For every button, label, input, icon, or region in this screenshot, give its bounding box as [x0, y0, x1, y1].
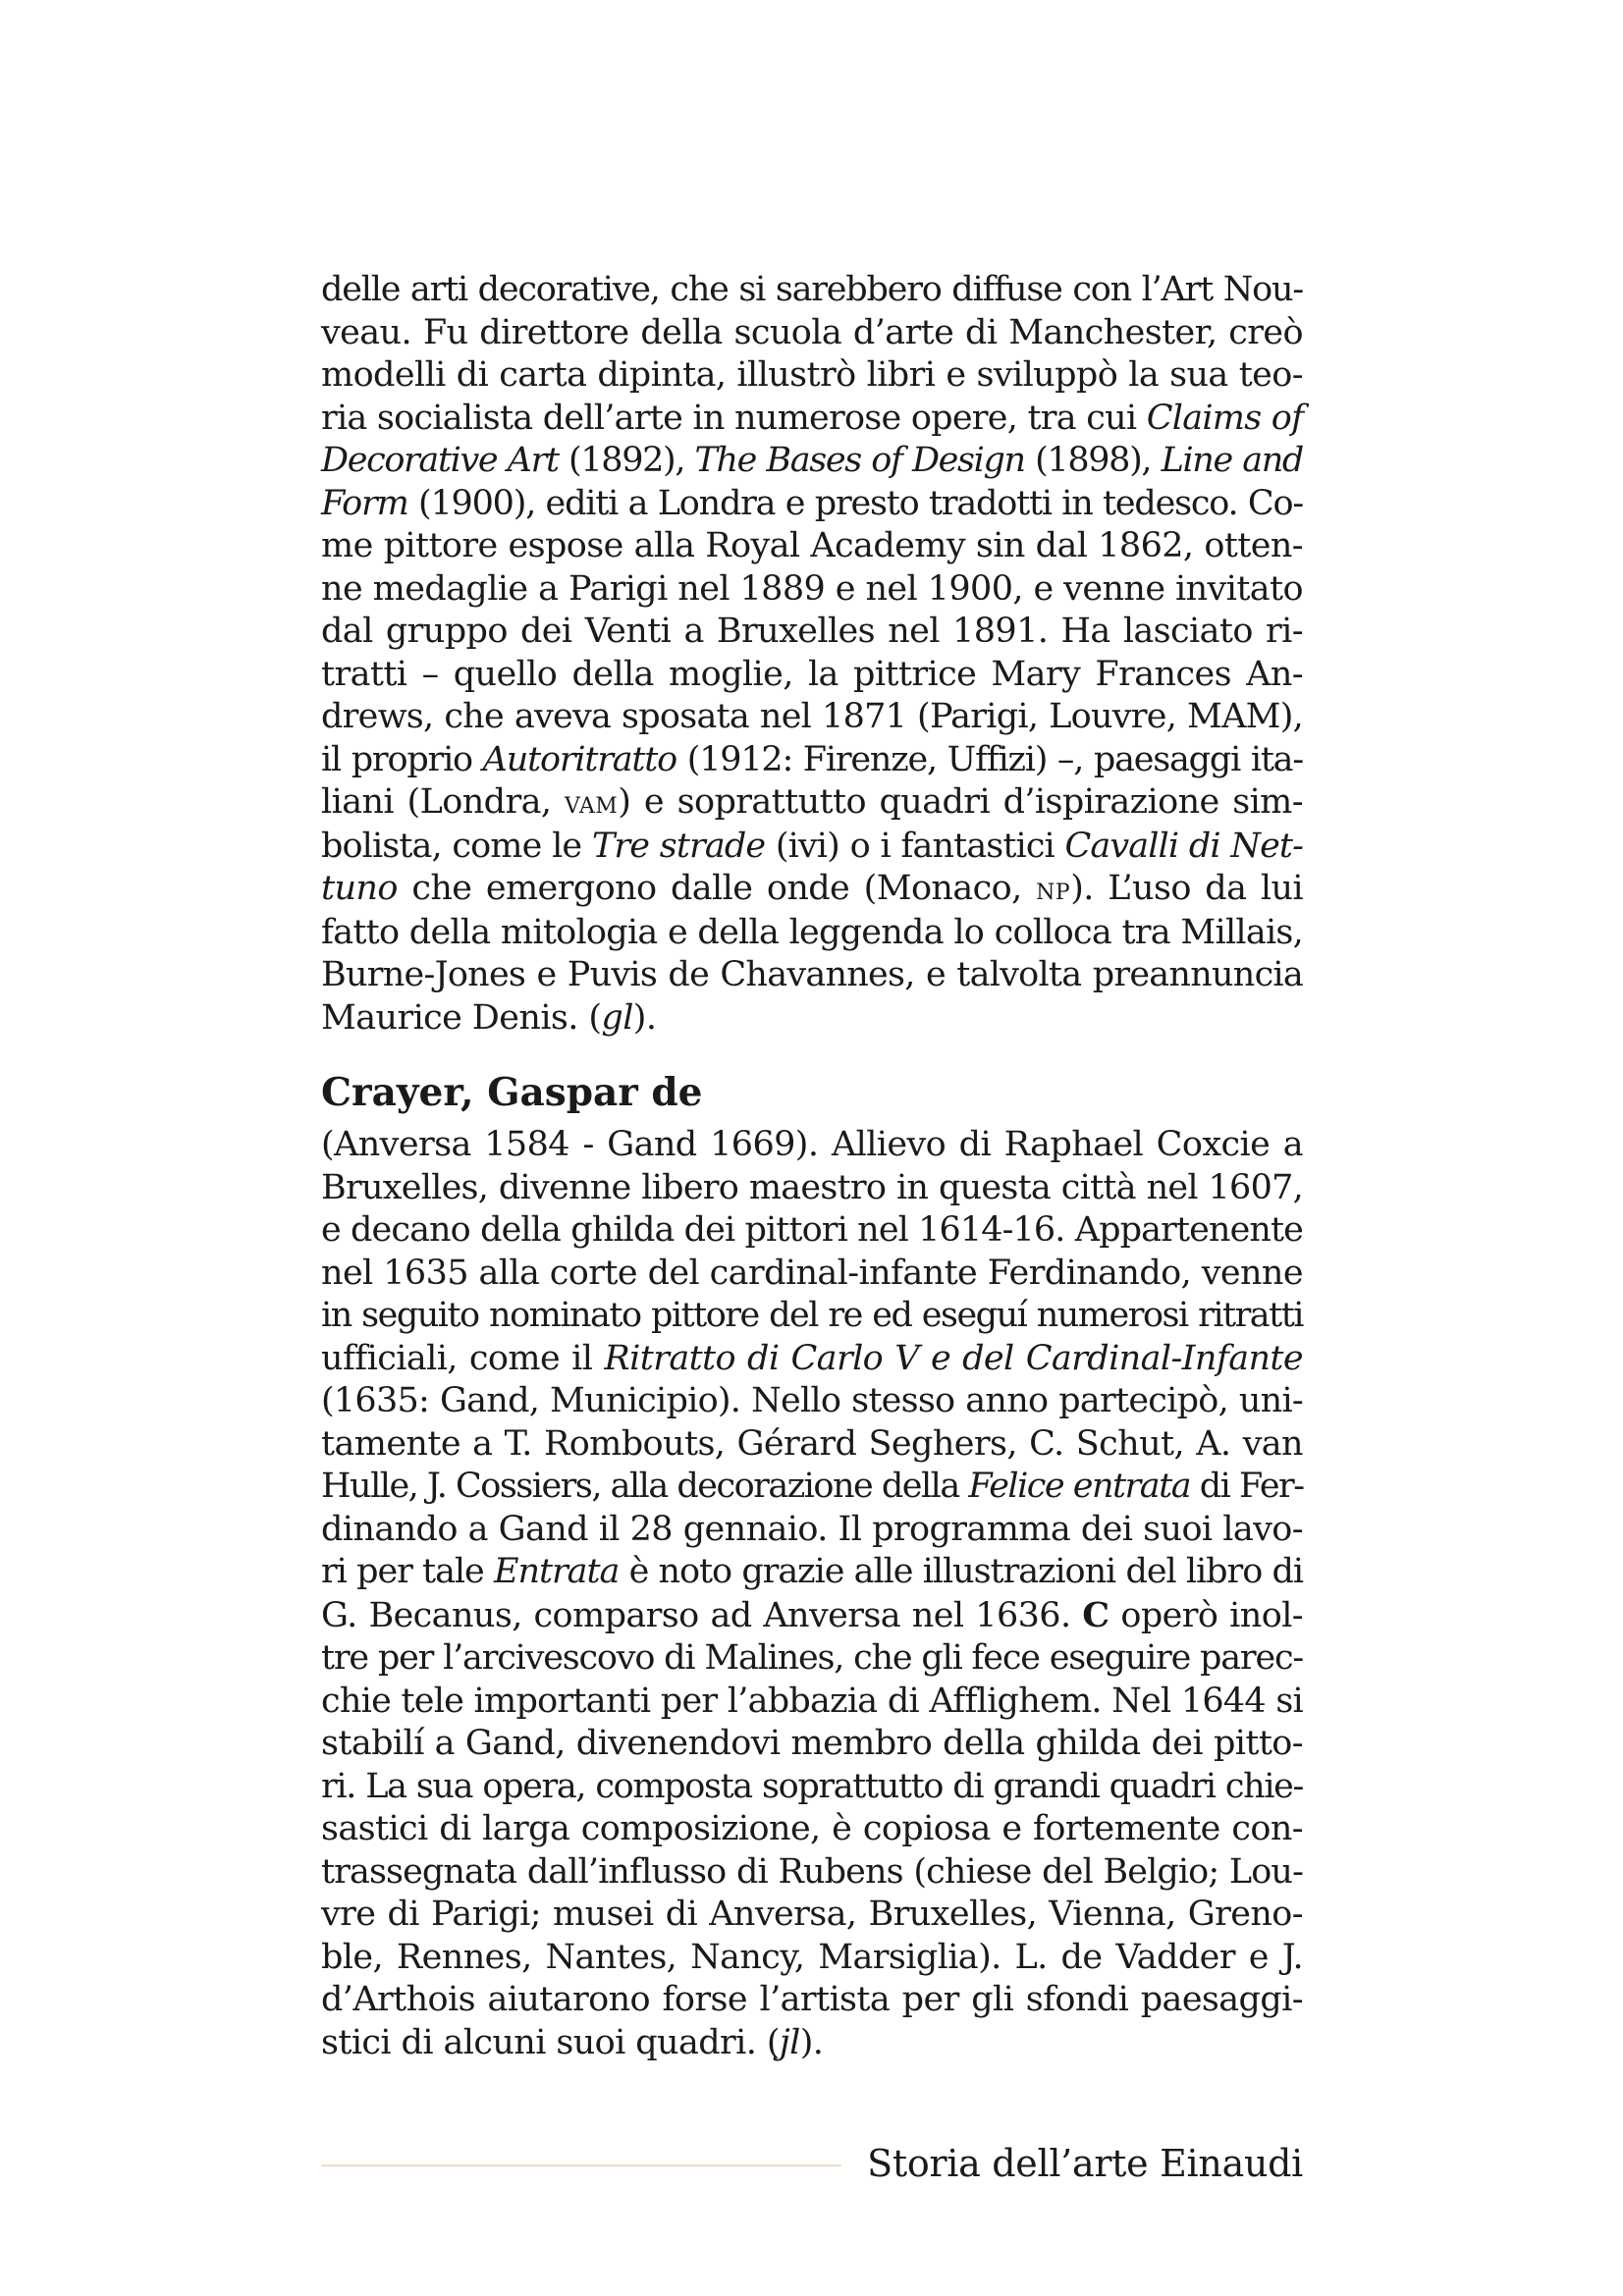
text-run: (1900), editi a Londra e presto tradotti in tedesco. Co-	[407, 483, 1303, 523]
text-line	[321, 1338, 1303, 1381]
entry-title: Crayer, Gaspar de	[321, 1070, 703, 1115]
text-run: (1892),	[558, 441, 695, 480]
text-line: vre di Parigi; musei di Anversa, Bruxelles, Vienna, Greno-	[321, 1895, 1303, 1934]
author-initials: gl	[601, 997, 633, 1038]
italic-title: Form	[321, 483, 408, 523]
footer-rule	[321, 2164, 841, 2166]
entry-paragraph-2	[321, 1124, 1303, 2064]
text-run: Maurice Denis. (	[321, 997, 602, 1038]
text-line: ble, Rennes, Nantes, Nancy, Marsiglia). L. de Vadder e J.	[321, 1937, 1303, 1977]
text-run: è noto grazie alle illustrazioni del libro di	[619, 1552, 1304, 1591]
text-line: me pittore espose alla Royal Academy sin dal 1862, otten-	[321, 526, 1303, 565]
text-run: di Fer-	[1190, 1467, 1304, 1506]
text-line: Burne-Jones e Puvis de Chavannes, e talvolta preannuncia	[321, 955, 1303, 994]
text-line: stabilí a Gand, divenendovi membro della ghilda dei pitto-	[321, 1724, 1303, 1763]
text-run: ri per tale	[321, 1552, 494, 1591]
text-line: Bruxelles, divenne libero maestro in questa città nel 1607,	[321, 1167, 1303, 1207]
text-run: ria socialista dell’arte in numerose opere, tra cui	[321, 398, 1137, 438]
italic-title: Decorative Art	[321, 441, 559, 480]
text-run: (ivi) o i fantastici	[765, 826, 1065, 866]
text-line: dinando a Gand il 28 gennaio. Il programma dei suoi lavo-	[321, 1509, 1303, 1549]
text-line	[321, 868, 1303, 912]
text-line	[321, 440, 1303, 483]
text-run: bolista, come le	[321, 826, 592, 866]
text-line	[321, 826, 1303, 869]
museum-abbreviation: vam	[564, 785, 619, 821]
footer-title: Storia dell’arte Einaudi	[867, 2142, 1303, 2185]
author-initials: jl	[779, 2022, 800, 2062]
italic-title: Cavalli di Net-	[1064, 826, 1304, 866]
text-line: trassegnata dall’influsso di Rubens (chiese del Belgio; Lou-	[321, 1851, 1303, 1892]
text-run: ufficiali, come il	[321, 1338, 605, 1378]
text-line: chie tele importanti per l’abbazia di Afflighem. Nel 1644 si	[321, 1681, 1303, 1721]
italic-title: Felice entrata	[968, 1467, 1191, 1506]
text-line: in seguito nominato pittore del re ed eseguí numerosi ritratti	[321, 1296, 1303, 1335]
italic-title: Tre strade	[591, 826, 766, 866]
text-line: (1635: Gand, Municipio). Nello stesso anno partecipò, uni-	[321, 1381, 1303, 1420]
text-line	[321, 1594, 1303, 1638]
entry-paragraph-1	[321, 269, 1303, 1040]
text-run: (1912: Firenze, Uffizi) –, paesaggi ita-	[676, 739, 1303, 779]
text-run: G. Becanus, comparso ad Anversa nel 1636.	[321, 1595, 1083, 1635]
text-line: d’Arthois aiutarono forse l’artista per gli sfondi paesaggi-	[321, 1980, 1303, 2019]
text-run: Hulle, J. Cossiers, alla decorazione della	[321, 1467, 969, 1506]
italic-title: Claims of	[1146, 398, 1304, 438]
text-column	[321, 269, 1303, 2064]
text-run: ). L’uso da lui	[1070, 869, 1303, 908]
italic-title: Entrata	[493, 1552, 620, 1591]
text-line: modelli di carta dipinta, illustrò libri e sviluppò la sua teo-	[321, 355, 1303, 395]
text-run: stici di alcuni suoi quadri. (	[321, 2022, 780, 2062]
museum-abbreviation: np	[1036, 872, 1071, 907]
text-line: nel 1635 alla corte del cardinal-infante Ferdinando, venne	[321, 1253, 1303, 1293]
text-run: liani (Londra,	[321, 782, 565, 822]
text-line	[321, 1466, 1303, 1509]
text-line	[321, 781, 1303, 826]
text-line: tre per l’arcivescovo di Malines, che gli fece eseguire parec-	[321, 1638, 1303, 1678]
text-line	[321, 997, 1303, 1041]
text-run: ).	[632, 997, 657, 1038]
text-line: veau. Fu direttore della scuola d’arte di Manchester, creò	[321, 312, 1303, 352]
text-line	[321, 1551, 1303, 1594]
text-line: (Anversa 1584 - Gand 1669). Allievo di Raphael Coxcie a	[321, 1125, 1303, 1164]
text-run: ) e soprattutto quadri d’ispirazione sim-	[618, 782, 1303, 822]
text-line: sastici di larga composizione, è copiosa e fortemente con-	[321, 1809, 1303, 1848]
text-line: drews, che aveva sposata nel 1871 (Parigi, Louvre, MAM),	[321, 697, 1303, 736]
text-line	[321, 739, 1303, 782]
italic-title: Line and	[1161, 441, 1303, 480]
text-line: delle arti decorative, che si sarebbero diffuse con l’Art Nou-	[321, 270, 1303, 309]
text-line	[321, 2022, 1303, 2065]
text-line: dal gruppo dei Venti a Bruxelles nel 1891. Ha lasciato ri-	[321, 612, 1303, 651]
text-line	[321, 483, 1303, 526]
text-line: ri. La sua opera, composta soprattutto di grandi quadri chie-	[321, 1766, 1303, 1806]
text-line: fatto della mitologia e della leggenda lo colloca tra Millais,	[321, 912, 1303, 952]
italic-title: tuno	[321, 869, 398, 908]
text-run: che emergono dalle onde (Monaco,	[397, 869, 1037, 908]
italic-title: Ritratto di Carlo V e del Cardinal-Infante	[604, 1338, 1304, 1378]
text-run: (1898),	[1024, 441, 1162, 480]
text-line: tamente a T. Rombouts, Gérard Seghers, C. Schut, A. van	[321, 1423, 1303, 1464]
text-line	[321, 398, 1303, 441]
text-line: tratti – quello della moglie, la pittrice Mary Frances An-	[321, 654, 1303, 694]
text-run: operò inol-	[1109, 1595, 1304, 1635]
entry-abbreviation: C	[1082, 1594, 1109, 1635]
text-line: e decano della ghilda dei pittori nel 1614-16. Appartenente	[321, 1210, 1303, 1250]
text-run: il proprio	[321, 739, 483, 779]
italic-title: The Bases of Design	[694, 441, 1025, 480]
italic-title: Autoritratto	[482, 739, 677, 779]
text-run: ).	[799, 2022, 824, 2062]
text-line: ne medaglie a Parigi nel 1889 e nel 1900, e venne invitato	[321, 568, 1303, 609]
